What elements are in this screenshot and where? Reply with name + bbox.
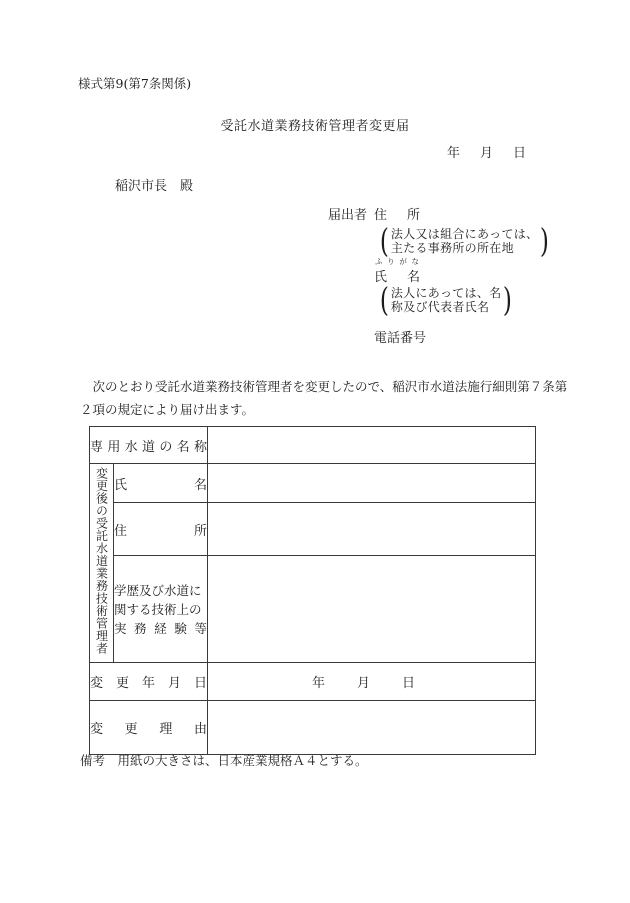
change-reason-value-cell[interactable] (208, 701, 536, 755)
table-row (90, 503, 536, 556)
change-date-label-cell (90, 663, 208, 701)
remark: 備考 用紙の大きさは、日本産業規格Ａ４とする。 (80, 753, 368, 768)
manager-address-label-cell (114, 503, 208, 556)
change-date-label: 変 更 年 月 日 (90, 676, 208, 691)
experience-label-line: 学歴及び水道に (114, 582, 202, 598)
facility-name-label: 専 用 水 道 の 名 称 (90, 439, 207, 455)
date-day-label: 日 (513, 146, 527, 161)
body-text (80, 376, 567, 421)
applicant-label: 届出者 (328, 208, 368, 223)
date-month-label: 月 (480, 146, 494, 161)
address-note-line: 法人又は組合にあっては、 (390, 226, 539, 241)
experience-label-line: 実 務 経 験 等 (114, 620, 208, 636)
form-number: 様式第9(第7条関係) (78, 76, 192, 91)
manager-name-label-cell (114, 464, 208, 503)
date-line (447, 142, 526, 161)
manager-name-label: 氏 名 (114, 477, 208, 493)
facility-name-label-cell (90, 427, 208, 464)
change-date-day-label: 日 (402, 676, 416, 691)
name-note-line: 称及び代表者氏名 (390, 300, 490, 314)
change-date-value (208, 672, 535, 691)
applicant-name-note (378, 280, 514, 319)
addressee: 稲沢市長 殿 (115, 179, 194, 194)
table-row (90, 556, 536, 663)
manager-address-value-cell[interactable] (208, 503, 536, 556)
phone-label: 電話番号 (374, 331, 427, 346)
body-line: ２項の規定により届け出ます。 (80, 401, 255, 417)
change-reason-label: 変 更 理 由 (90, 722, 207, 737)
change-reason-label-cell (90, 701, 208, 755)
experience-value-cell[interactable] (208, 556, 536, 663)
experience-label-cell (114, 556, 208, 663)
open-paren-icon: ( (379, 221, 389, 260)
change-form-table (89, 426, 536, 755)
changed-manager-group-cell (90, 464, 114, 663)
body-line: 次のとおり受託水道業務技術管理者を変更したので、稲沢市水道法施行細則第７条第 (92, 379, 568, 394)
table-row (90, 701, 536, 755)
page-title: 受託水道業務技術管理者変更届 (220, 119, 410, 134)
change-date-value-cell[interactable] (208, 663, 536, 701)
table-row (90, 464, 536, 503)
table-row (90, 427, 536, 464)
manager-name-value-cell[interactable] (208, 464, 536, 503)
close-paren-icon: ) (503, 280, 513, 319)
experience-label-line: 関する技術上の (114, 601, 202, 617)
open-paren-icon: ( (379, 280, 389, 319)
changed-manager-vertical-label: 変更後の受託水道業務技術管理者 (94, 467, 109, 655)
change-date-month-label: 月 (357, 676, 371, 691)
name-note-line: 法人にあっては、名 (390, 285, 502, 300)
applicant-address-note (378, 221, 551, 260)
facility-name-value-cell[interactable] (208, 427, 536, 464)
manager-address-label: 住 所 (114, 523, 208, 539)
date-year-label: 年 (447, 146, 461, 161)
applicant-address-label: 住 所 (374, 208, 420, 223)
close-paren-icon: ) (540, 221, 550, 260)
applicant-name-label: 氏 名 (374, 270, 420, 285)
address-note-line: 主たる事務所の所在地 (390, 241, 514, 255)
change-date-year-label: 年 (312, 676, 326, 691)
table-row (90, 663, 536, 701)
furigana-label: ふ り が な (375, 257, 419, 266)
